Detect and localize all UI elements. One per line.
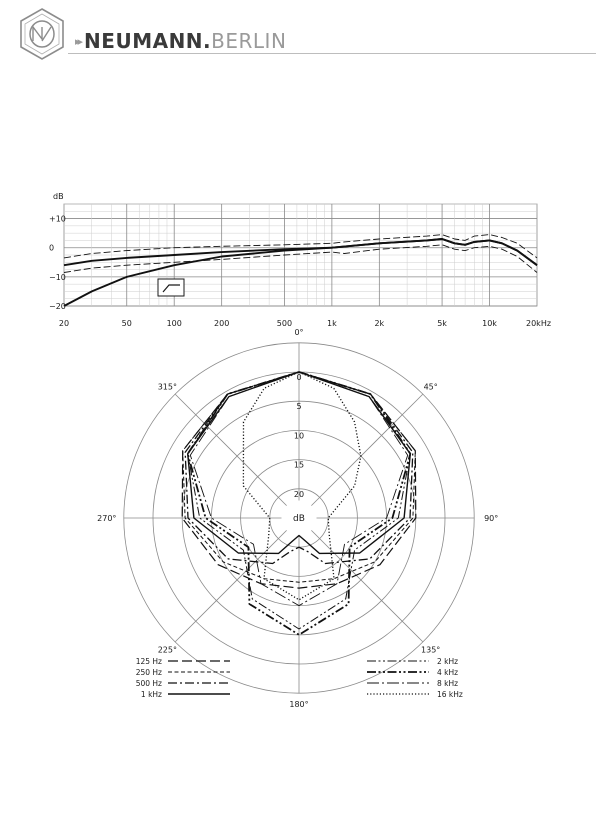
- legend-label: 16 kHz: [437, 690, 463, 699]
- polar-labels: [97, 328, 498, 709]
- legend-label: 1 kHz: [140, 690, 162, 699]
- legend-label: 4 kHz: [437, 668, 459, 677]
- fr-ytick-label: −10: [49, 272, 66, 282]
- fr-xtick-label: 50: [121, 319, 132, 328]
- fr-tick-labels: [49, 192, 551, 328]
- brand-city: BERLIN: [211, 29, 287, 53]
- polar-radial-label: 0: [296, 373, 302, 382]
- brand-name: NEUMANN.: [84, 29, 212, 53]
- fr-series-line-1: [64, 239, 537, 265]
- polar-spoke: [175, 394, 286, 505]
- frequency-response-chart: [49, 192, 551, 328]
- polar-radial-label: 15: [293, 460, 305, 470]
- polar-series-16-khz: [243, 372, 361, 600]
- fr-ytick-label: +10: [49, 214, 66, 224]
- fr-xtick-label: 500: [276, 319, 293, 328]
- high-pass-filter-icon: [158, 279, 184, 296]
- fr-series-line-2: [64, 235, 537, 258]
- polar-angle-label: 135°: [421, 645, 441, 655]
- legend-label: 2 kHz: [437, 657, 459, 666]
- legend-label: 8 kHz: [437, 679, 459, 688]
- legend-label: 500 Hz: [135, 679, 162, 688]
- polar-angle-label: 315°: [157, 382, 177, 392]
- fr-xtick-label: 10k: [482, 319, 497, 328]
- brand-arrows: ▸▸: [75, 35, 81, 48]
- fr-xtick-label: 1k: [327, 319, 337, 328]
- polar-spoke: [311, 394, 422, 505]
- polar-radial-label: 20: [293, 489, 305, 499]
- polar-radial-label: 5: [296, 402, 302, 412]
- polar-angle-label: 270°: [97, 514, 117, 523]
- fr-ytick-label: −20: [49, 302, 66, 311]
- legend-label: 250 Hz: [135, 668, 162, 677]
- polar-angle-label: 90°: [484, 514, 499, 523]
- polar-angle-label: 180°: [289, 700, 309, 710]
- fr-xtick-label: 20kHz: [526, 319, 552, 328]
- polar-angle-label: 0°: [294, 327, 304, 337]
- fr-ytick-label: 0: [49, 243, 55, 253]
- fr-xtick-label: 2k: [374, 319, 385, 328]
- fr-grid: [64, 204, 537, 306]
- fr-series-group: [64, 235, 537, 306]
- polar-unit-label: dB: [293, 514, 305, 524]
- polar-angle-label: 225°: [157, 645, 177, 655]
- fr-xtick-label: 200: [214, 319, 230, 328]
- polar-angle-label: 45°: [423, 382, 438, 392]
- fr-xtick-label: 20: [58, 319, 70, 328]
- fr-ylabel: dB: [53, 192, 64, 201]
- fr-xtick-label: 5k: [437, 319, 447, 328]
- legend-label: 125 Hz: [135, 657, 162, 666]
- polar-pattern-chart: [97, 328, 498, 709]
- polar-radial-label: 10: [293, 431, 305, 441]
- fr-xtick-label: 100: [166, 319, 182, 328]
